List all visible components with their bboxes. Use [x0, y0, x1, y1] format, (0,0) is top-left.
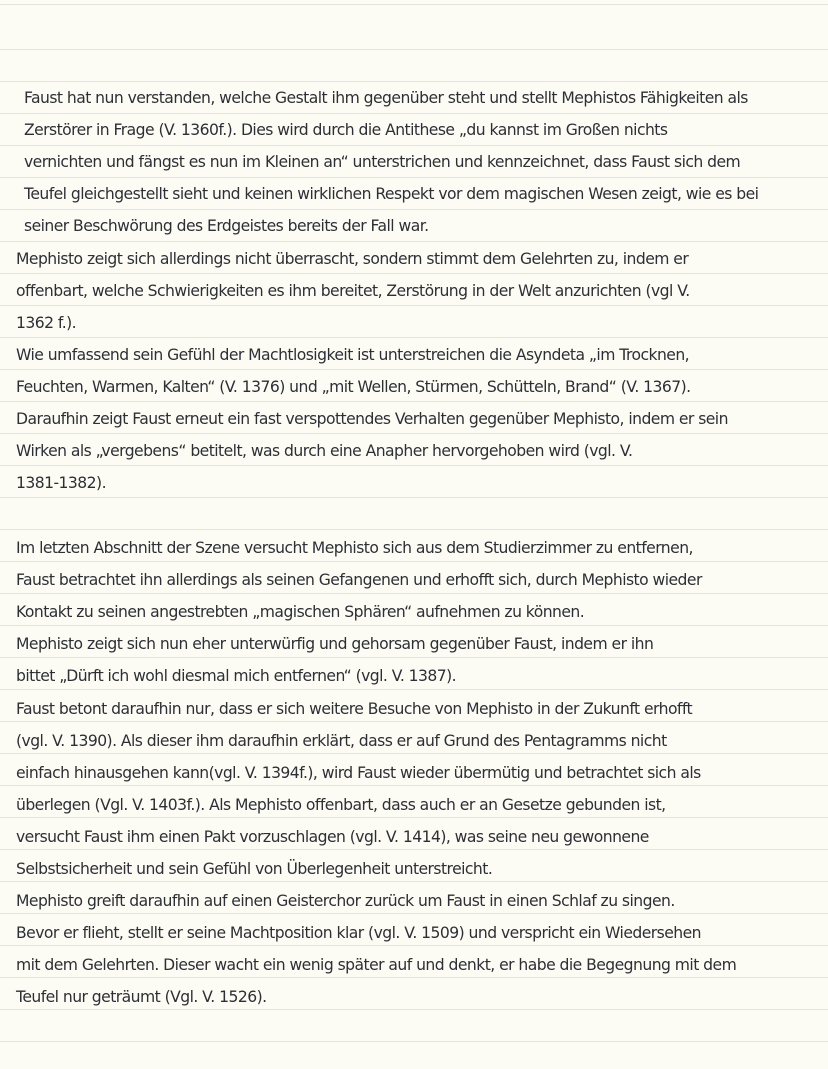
text-line: Zerstörer in Frage (V. 1360f.). Dies wird durch die Antithese „du kannst im Großen nichts [24, 121, 668, 139]
text-line: Daraufhin zeigt Faust erneut ein fast verspottendes Verhalten gegenüber Mephisto, indem er sein [16, 410, 728, 428]
text-line: Im letzten Abschnitt der Szene versucht Mephisto sich aus dem Studierzimmer zu entfernen, [16, 539, 693, 557]
text-line: Faust betont daraufhin nur, dass er sich weitere Besuche von Mephisto in der Zukunft erhofft [16, 700, 693, 718]
text-line: Kontakt zu seinen angestrebten „magischen Sphären“ aufnehmen zu können. [16, 603, 585, 621]
text-line: Mephisto zeigt sich allerdings nicht überrascht, sondern stimmt dem Gelehrten zu, indem er [16, 250, 689, 268]
text-line: mit dem Gelehrten. Dieser wacht ein wenig später auf und denkt, er habe die Begegnung mit dem [16, 956, 737, 974]
text-line: versucht Faust ihm einen Pakt vorzuschlagen (vgl. V. 1414), was seine neu gewonnene [16, 828, 649, 846]
text-line: vernichten und fängst es nun im Kleinen an“ unterstrichen und kennzeichnet, dass Faust sich dem [24, 153, 741, 171]
text-line: Wie umfassend sein Gefühl der Machtlosigkeit ist unterstreichen die Asyndeta „im Trocknen, [16, 346, 690, 364]
text-line: Teufel gleichgestellt sieht und keinen wirklichen Respekt vor dem magischen Wesen zeigt, wie es bei [24, 185, 759, 203]
text-line: offenbart, welche Schwierigkeiten es ihm bereitet, Zerstörung in der Welt anzurichten (vgl V. [16, 282, 690, 300]
text-line: Faust hat nun verstanden, welche Gestalt ihm gegenüber steht und stellt Mephistos Fähigkeiten als [24, 89, 748, 107]
text-line: einfach hinausgehen kann(vgl. V. 1394f.), wird Faust wieder übermütig und betrachtet sich als [16, 764, 701, 782]
text-line: seiner Beschwörung des Erdgeistes bereits der Fall war. [24, 217, 429, 235]
text-line: 1381-1382). [16, 474, 106, 492]
text-line: Mephisto greift daraufhin auf einen Geisterchor zurück um Faust in einen Schlaf zu singen. [16, 892, 675, 910]
text-line: Wirken als „vergebens“ betitelt, was durch eine Anapher hervorgehoben wird (vgl. V. [16, 442, 633, 460]
text-line: (vgl. V. 1390). Als dieser ihm daraufhin erklärt, dass er auf Grund des Pentagramms nicht [16, 732, 667, 750]
text-line: Feuchten, Warmen, Kalten“ (V. 1376) und „mit Wellen, Stürmen, Schütteln, Brand“ (V. 1367). [16, 378, 691, 396]
text-line: Mephisto zeigt sich nun eher unterwürfig und gehorsam gegenüber Faust, indem er ihn [16, 635, 654, 653]
text-line: bittet „Dürft ich wohl diesmal mich entfernen“ (vgl. V. 1387). [16, 667, 457, 685]
text-line: Bevor er flieht, stellt er seine Machtposition klar (vgl. V. 1509) und verspricht ein Wiedersehen [16, 924, 701, 942]
text-line: Selbstsicherheit und sein Gefühl von Überlegenheit unterstreicht. [16, 860, 493, 878]
text-line: Teufel nur geträumt (Vgl. V. 1526). [16, 988, 267, 1006]
text-line: Faust betrachtet ihn allerdings als seinen Gefangenen und erhofft sich, durch Mephisto wieder [16, 571, 702, 589]
text-line: überlegen (Vgl. V. 1403f.). Als Mephisto offenbart, dass auch er an Gesetze gebunden ist, [16, 796, 666, 814]
text-line: 1362 f.). [16, 314, 77, 332]
